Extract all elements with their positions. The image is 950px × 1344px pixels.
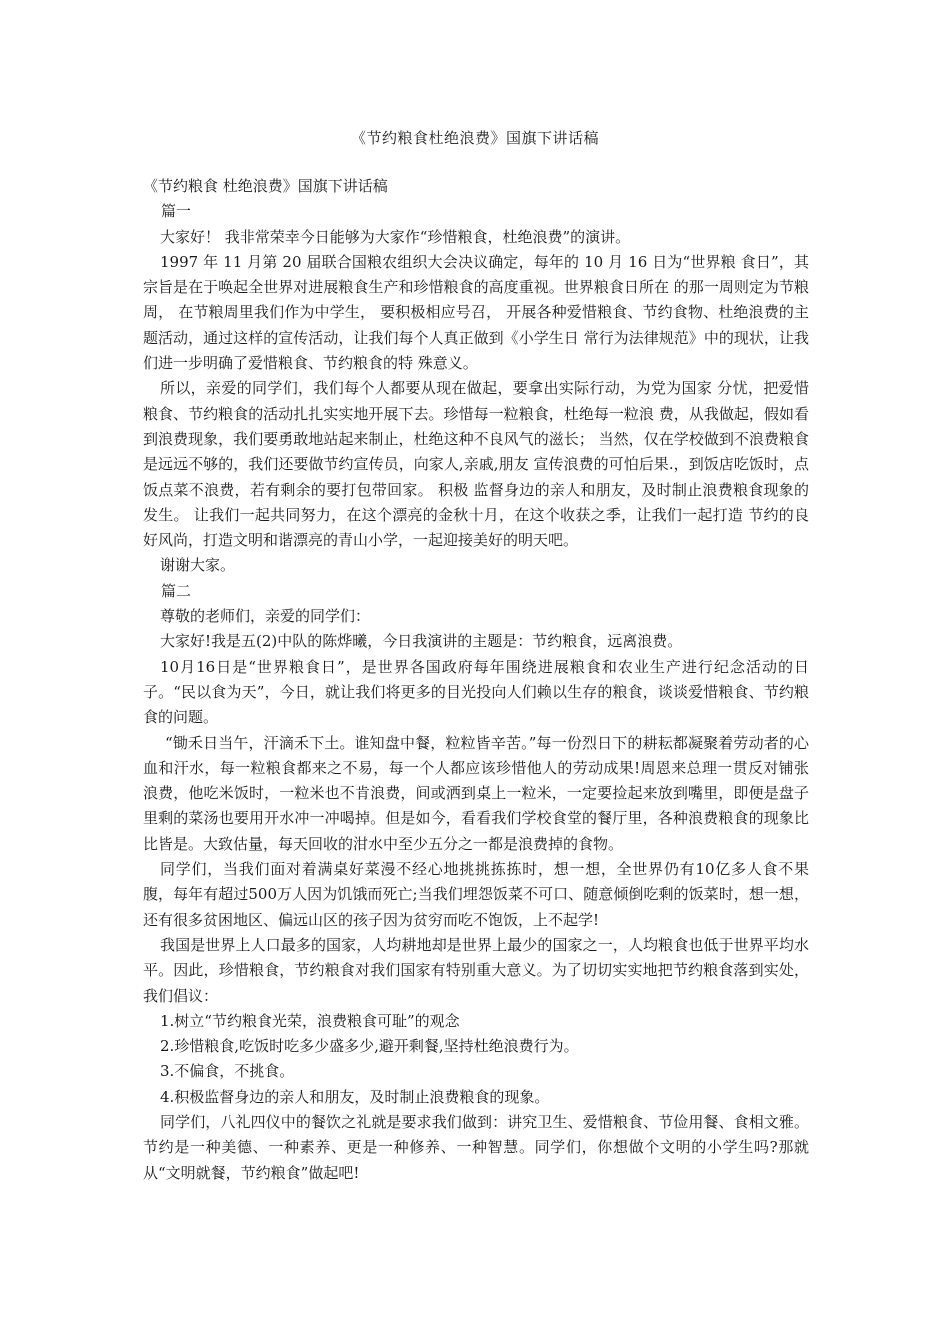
document-subtitle: 《节约粮食 杜绝浪费》国旗下讲话稿 [143,177,388,195]
section-heading: 篇一 [161,202,192,221]
paragraph: 大家好！ 我非常荣幸今日能够为大家作“珍惜粮食，杜绝浪费”的演讲。 [160,227,631,246]
section-heading: 篇二 [161,581,192,600]
paragraph: 尊敬的老师们，亲爱的同学们： [160,607,371,626]
paragraph: “锄禾日当午，汗滴禾下土。谁知盘中餐，粒粒皆辛苦。”每一份烈日下的耕耘都凝聚着劳动者的心血和汗水，每一粒粮食都来之不易，每一个人都应该珍惜他人的劳动成果!周恩来总理一贯反对铺张浪费，他吃米饭时，一粒米也不肯浪费，间或洒到桌上一粒米，一定要捡起来放到嘴里，即便是盘子里剩的菜汤也要用开水冲一冲喝掉。但是如今，看看我们学校食堂的餐厅里，各种浪费粮食的现象比比皆是。大致估量，每天回收的泔水中至少五分之一都是浪费掉的食物。 [143,733,809,853]
paragraph: 我国是世界上人口最多的国家，人均耕地却是世界上最少的国家之一，人均粮食也低于世界平均水平。因此，珍惜粮食，节约粮食对我们国家有特别重大意义。为了切切实实地把节约粮食落到实处，我们倡议： [143,935,809,1005]
paragraph: 谢谢大家。 [160,556,236,575]
document-title: 《节约粮食杜绝浪费》国旗下讲话稿 [350,129,599,147]
paragraph: 1997 年 11 月第 20 届联合国粮农组织大会决议确定，每年的 10 月 16 日为“世界粮 食日”，其宗旨是在于唤起全世界对进展粮食生产和珍惜粮食的高度重视。世界粮食日所在 的那一周则定为节粮周， 在节粮周里我们作为中学生， 要积极相应号召， 开展各种爱惜粮食、节约食物、杜绝浪费的主题活动，通过这样的宣传活动，让我们每个人真正做到《小学生日 常行为法律规范》中的现状，让我们进一步明确了爱惜粮食、节约粮食的特 殊意义。 [143,252,809,373]
paragraph: 所以，亲爱的同学们，我们每个人都要从现在做起，要拿出实际行动，为党为国家 分忧，把爱惜粮食、节约粮食的活动扎扎实实地开展下去。珍惜每一粒粮食，杜绝每一粒浪 费，从我做起，假如看到浪费现象，我们要勇敢地站起来制止，杜绝这种不良风气的滋长； 当然，仅在学校做到不浪费粮食是远远不够的，我们还要做节约宣传员，向家人,亲戚,朋友 宣传浪费的可怕后果.，到饭店吃饭时，点饭点菜不浪费，若有剩余的要打包带回家。 积极 监督身边的亲人和朋友，及时制止浪费粮食现象的发生。 让我们一起共同努力，在这个漂亮的金秋十月，在这个收获之季，让我们一起打造 节约的良好风尚，打造文明和谐漂亮的青山小学，一起迎接美好的明天吧。 [143,379,809,550]
paragraph: 大家好!我是五(2)中队的陈烨曦，今日我演讲的主题是：节约粮食，远离浪费。 [160,632,683,651]
paragraph: 同学们，八礼四仪中的餐饮之礼就是要求我们做到：讲究卫生、爱惜粮食、节俭用餐、食相文雅。节约是一种美德、一种素养、更是一种修养、一种智慧。同学们，你想做个文明的小学生吗?那就从“文明就餐，节约粮食”做起吧! [143,1112,809,1182]
paragraph: 10月16日是“世界粮食日”，是世界各国政府每年围绕进展粮食和农业生产进行纪念活动的日子。“民以食为天”，今日，就让我们将更多的目光投向人们赖以生存的粮食，谈谈爱惜粮食、节约粮食的问题。 [143,657,809,727]
paragraph: 2.珍惜粮食,吃饭时吃多少盛多少,避开剩餐,坚持杜绝浪费行为。 [160,1037,579,1056]
paragraph: 4.积极监督身边的亲人和朋友，及时制止浪费粮食的现象。 [160,1087,550,1106]
paragraph: 1.树立“节约粮食光荣，浪费粮食可耻”的观念 [160,1011,460,1030]
document-body [143,174,809,1186]
paragraph: 同学们，当我们面对着满桌好菜漫不经心地挑挑拣拣时，想一想，全世界仍有10亿多人食不果腹，每年有超过500万人因为饥饿而死亡;当我们埋怨饭菜不可口、随意倾倒吃剩的饭菜时，想一想，还有很多贫困地区、偏远山区的孩子因为贫穷而吃不饱饭，上不起学! [143,860,809,929]
paragraph: 3.不偏食，不挑食。 [160,1062,295,1081]
